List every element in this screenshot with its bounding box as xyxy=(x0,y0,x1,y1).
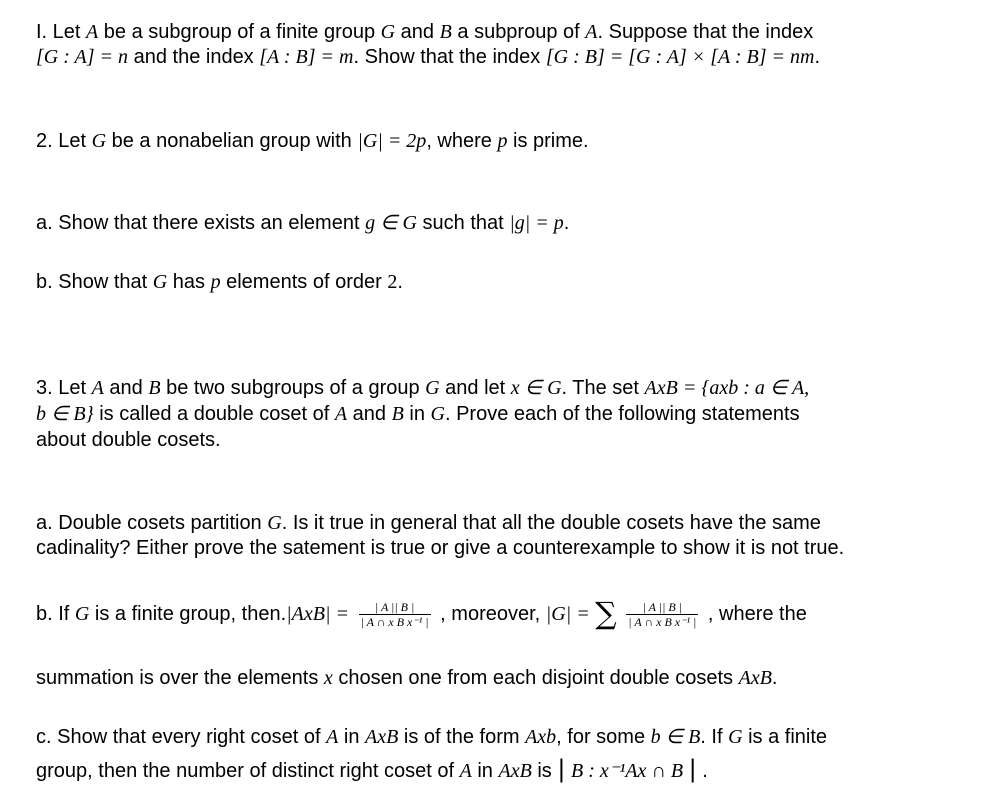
text-run: AxB xyxy=(498,760,532,782)
text-run: AxB xyxy=(365,726,399,748)
text-run: . Show that the index xyxy=(353,46,546,68)
fraction-denominator: | A ∩ x B x⁻¹ | xyxy=(360,615,429,630)
text-run: |G| = xyxy=(545,603,590,625)
text-run: p xyxy=(210,271,221,293)
problem-3b-prefix xyxy=(36,603,349,625)
problem-1-line-1 xyxy=(36,20,813,44)
text-run: a. Show that there exists an element xyxy=(36,212,366,234)
problem-3b-middle xyxy=(440,603,590,625)
text-run: A xyxy=(91,377,104,399)
period: . xyxy=(702,760,708,782)
problem-3b-line-1 xyxy=(36,592,807,637)
text-run: G xyxy=(380,21,396,43)
fraction-denominator: | A ∩ x B x⁻¹ | xyxy=(628,615,697,630)
text-run: . The set xyxy=(561,377,645,399)
text-run: G xyxy=(728,726,743,748)
text-run: , for some xyxy=(556,726,651,748)
problem-3b-line-2 xyxy=(36,666,777,690)
text-run: 2 xyxy=(387,271,398,293)
bar-right: | xyxy=(688,755,697,783)
text-run: B xyxy=(148,377,161,399)
text-run: and let xyxy=(439,377,511,399)
text-run: A xyxy=(86,21,99,43)
text-run: x xyxy=(323,667,333,689)
text-run: AxB = {axb : a ∈ A, xyxy=(644,377,810,399)
text-run: is of the form xyxy=(398,726,526,748)
problem-3b-suffix xyxy=(708,603,807,625)
text-run: , moreover, xyxy=(440,603,546,625)
text-run: a. Double cosets partition xyxy=(36,512,268,534)
text-run: A xyxy=(334,403,348,425)
text-run: , where xyxy=(426,130,498,152)
text-run: be two subgroups of a group xyxy=(160,377,426,399)
text-run: b ∈ B} xyxy=(36,403,94,425)
text-run: and xyxy=(395,21,440,43)
text-run: and the index xyxy=(128,46,260,68)
text-run: be a nonabelian group with xyxy=(106,130,358,152)
text-run: such that xyxy=(416,212,510,234)
text-run: group, then the number of distinct right coset of xyxy=(36,760,460,782)
text-run: G xyxy=(74,603,90,625)
text-run: B xyxy=(439,21,452,43)
text-run: chosen one from each disjoint double cosets xyxy=(332,667,739,689)
problem-3-line-2 xyxy=(36,402,800,426)
text-run: summation is over the elements xyxy=(36,667,324,689)
problem-3a-line-2 xyxy=(36,536,844,560)
text-run: . xyxy=(814,46,821,68)
fraction-numerator: | A || B | xyxy=(359,600,431,615)
text-run: [G : B] = [G : A] × [A : B] = nm xyxy=(545,46,815,68)
text-run: G xyxy=(430,403,445,425)
problem-3-line-1 xyxy=(36,376,809,400)
text-run: g ∈ G xyxy=(365,212,417,234)
text-run: . xyxy=(771,667,778,689)
text-run: is a finite xyxy=(742,726,828,748)
text-run: G xyxy=(91,130,107,152)
text-run: . xyxy=(563,212,570,234)
fraction-card-axb xyxy=(359,600,431,629)
problem-1-line-2 xyxy=(36,45,820,69)
text-run: , where the xyxy=(707,603,807,625)
text-run: |g| = p xyxy=(509,212,564,234)
text-run: be a subgroup of a finite group xyxy=(98,21,381,43)
fraction-summand xyxy=(626,600,698,629)
text-run: G xyxy=(267,512,282,534)
text-run: [A : B] = m xyxy=(259,46,354,68)
problem-3a-line-1 xyxy=(36,511,821,535)
problem-2-statement xyxy=(36,129,589,153)
text-run: B xyxy=(391,403,404,425)
text-run: . Suppose that the index xyxy=(597,21,814,43)
text-run: A xyxy=(585,21,598,43)
text-run: has xyxy=(167,271,211,293)
text-run: A xyxy=(459,760,472,782)
text-run: b. Show that xyxy=(36,271,153,293)
text-run: is xyxy=(531,760,558,782)
text-run: G xyxy=(425,377,440,399)
problem-3c-line-2 xyxy=(36,757,708,783)
text-run: and xyxy=(103,377,149,399)
text-run: in xyxy=(471,760,499,782)
text-run: 3. Let xyxy=(36,377,92,399)
text-run: in xyxy=(338,726,366,748)
text-run: cadinality? Either prove the satement is true or give a counterexample to show it is not true. xyxy=(36,537,845,559)
text-run: . Is it true in general that all the double cosets have the same xyxy=(281,512,821,534)
text-run: A xyxy=(326,726,339,748)
text-run: is a finite group, then. xyxy=(89,603,287,625)
problem-2b xyxy=(36,270,403,294)
fraction-numerator: | A || B | xyxy=(626,600,698,615)
text-run: . xyxy=(397,271,403,293)
text-run: c. Show that every right coset of xyxy=(36,726,327,748)
problem-2a xyxy=(36,211,569,235)
text-run: . Prove each of the following statements xyxy=(444,403,800,425)
text-run: p xyxy=(497,130,508,152)
text-run: x ∈ G xyxy=(510,377,562,399)
text-run: is prime. xyxy=(507,130,589,152)
text-run: 2. Let xyxy=(36,130,92,152)
text-run: I. Let xyxy=(36,21,87,43)
text-run: |G| = 2p xyxy=(357,130,427,152)
text-run: in xyxy=(403,403,431,425)
problem-3c-line-1 xyxy=(36,725,827,749)
text-run: Axb xyxy=(525,726,557,748)
text-run: [G : A] = n xyxy=(36,46,129,68)
text-run: |AxB| = xyxy=(286,603,349,625)
text-run: and xyxy=(347,403,392,425)
text-run: AxB xyxy=(738,667,772,689)
text-run: G xyxy=(152,271,168,293)
problem-3-line-3 xyxy=(36,428,221,452)
summation-symbol: ∑ xyxy=(595,596,617,632)
text-run: b. If xyxy=(36,603,75,625)
text-run: about double cosets. xyxy=(36,429,221,451)
text-run: a subproup of xyxy=(451,21,586,43)
text-run: b ∈ B xyxy=(650,726,701,748)
text-run: . If xyxy=(700,726,729,748)
text-run: elements of order xyxy=(220,271,388,293)
problem-3c-prefix xyxy=(36,760,557,782)
bar-left: | xyxy=(557,755,566,783)
index-expression: B : x⁻¹Ax ∩ B xyxy=(571,760,684,782)
text-run: is called a double coset of xyxy=(93,403,335,425)
